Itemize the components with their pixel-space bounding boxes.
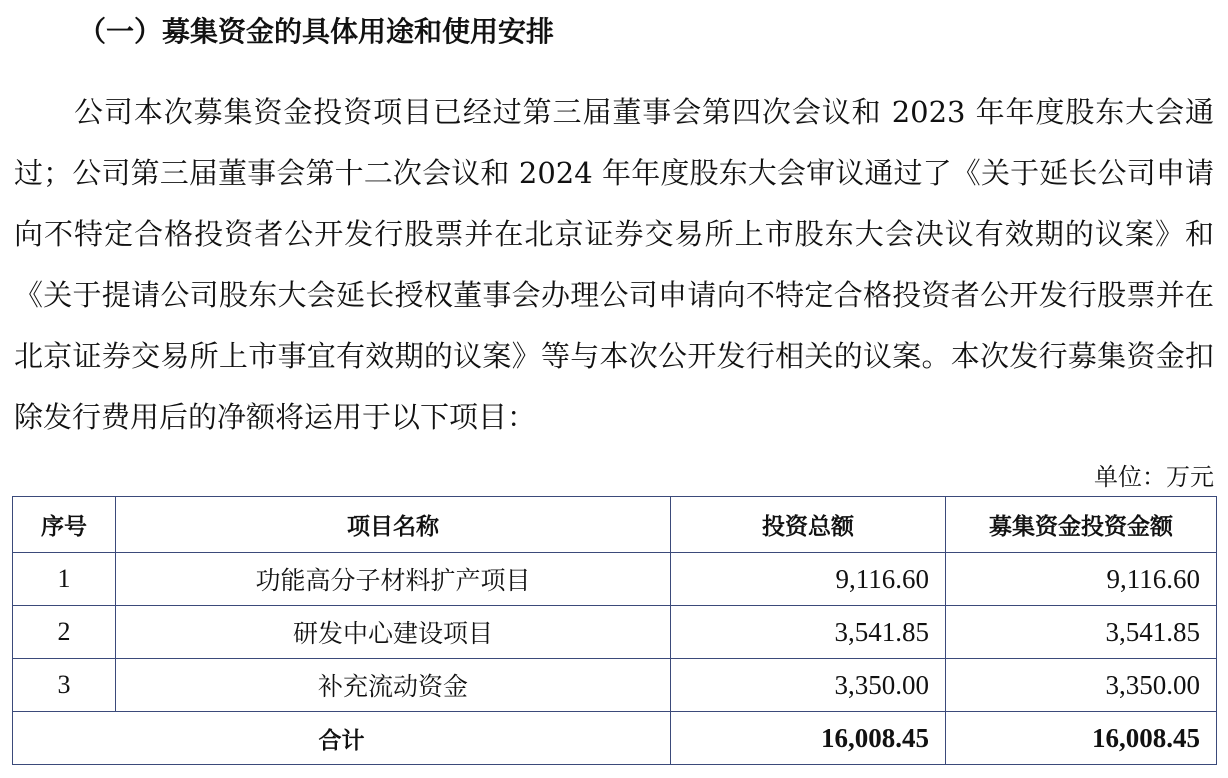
cell-raised-investment: 3,350.00 [946,659,1217,712]
table-header-row [13,497,1217,553]
total-label: 合计 [13,712,671,765]
body-paragraph: 公司本次募集资金投资项目已经过第三届董事会第四次会议和 2023 年年度股东大会通过；公司第三届董事会第十二次会议和 2024 年年度股东大会审议通过了《关于延长公司申请向不特定合格投资者公开发行股票并在北京证券交易所上市股东大会决议有效期的议案》和《关于提请公司股东大会延长授权董事会办理公司申请向不特定合格投资者公开发行股票并在北京证券交易所上市事宜有效期的议案》等与本次公开发行相关的议案。本次发行募集资金扣除发行费用后的净额将运用于以下项目： [14,95,1214,434]
header-index: 序号 [13,497,116,553]
header-total-investment: 投资总额 [671,497,946,553]
cell-index: 3 [13,659,116,712]
header-project-name: 项目名称 [116,497,671,553]
section-title: （一）募集资金的具体用途和使用安排 [78,15,555,48]
fund-usage-table [12,496,1217,765]
header-raised-investment: 募集资金投资金额 [946,497,1217,553]
cell-index: 1 [13,553,116,606]
cell-raised-investment: 3,541.85 [946,606,1217,659]
cell-project-name: 功能高分子材料扩产项目 [116,553,671,606]
unit-label: 单位：万元 [1094,463,1214,491]
cell-project-name: 研发中心建设项目 [116,606,671,659]
cell-project-name: 补充流动资金 [116,659,671,712]
cell-total-investment: 9,116.60 [671,553,946,606]
table-row [13,553,1217,606]
cell-raised-investment: 9,116.60 [946,553,1217,606]
table-total-row [13,712,1217,765]
raised-investment-sum: 16,008.45 [946,712,1217,765]
table-row [13,606,1217,659]
cell-index: 2 [13,606,116,659]
total-investment-sum: 16,008.45 [671,712,946,765]
cell-total-investment: 3,541.85 [671,606,946,659]
table-row [13,659,1217,712]
cell-total-investment: 3,350.00 [671,659,946,712]
